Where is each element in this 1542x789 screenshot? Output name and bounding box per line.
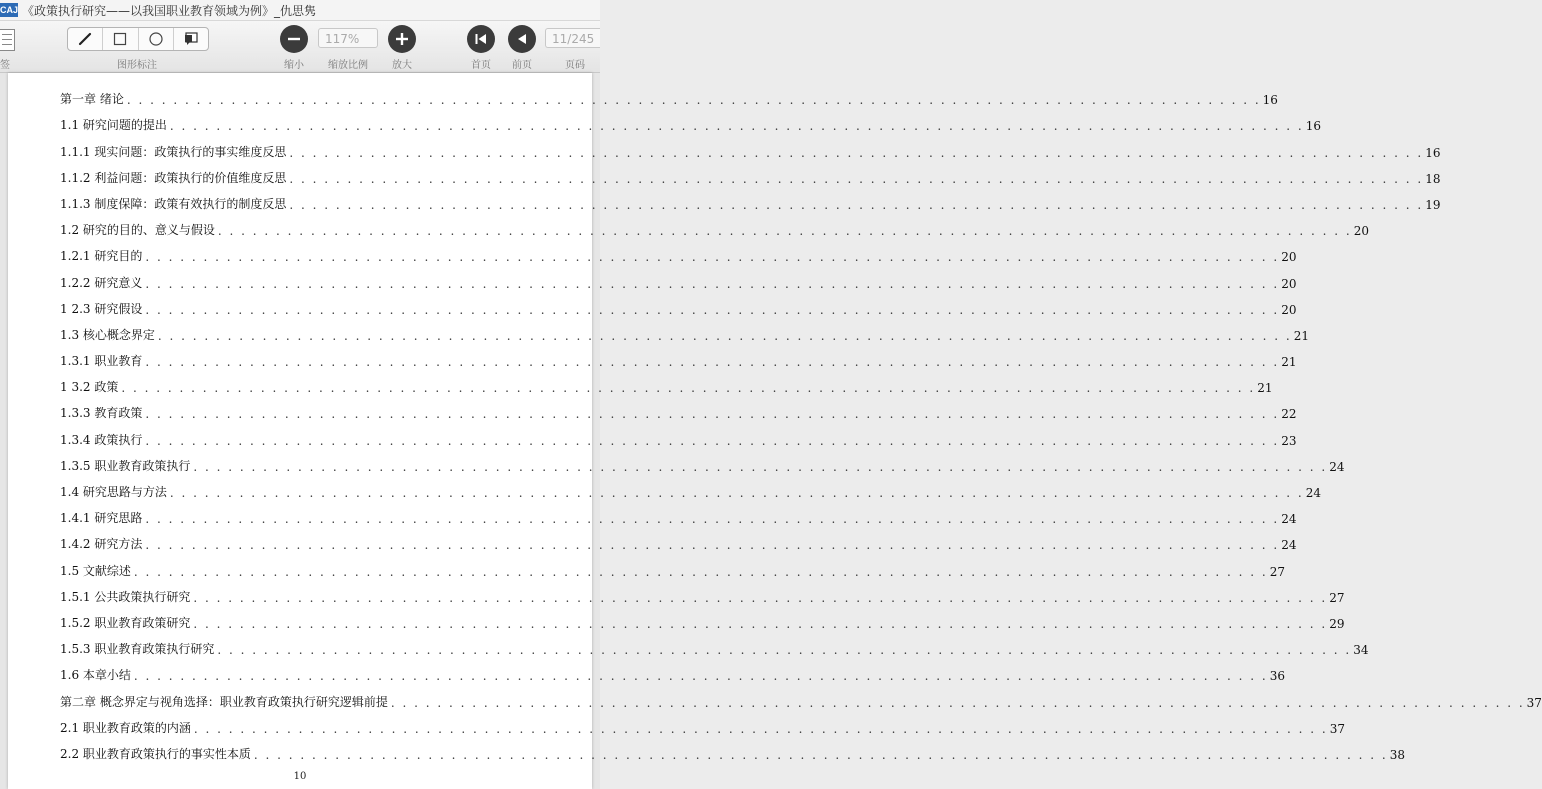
prev-page-button[interactable] [508, 25, 536, 53]
toolbar [0, 21, 600, 73]
table-of-contents [60, 81, 1542, 762]
toc-leader-dots: . . . . . . . . . . . . . . . . . . . . . . . . . . . . . . . . . . . . . . . . . . . . . . . . . . . . . . . . . . . . . . . . . . . . . . . . . . . . . . . . . . . . . . . . . . . . . . . . . . [169, 119, 1304, 134]
toc-leader-dots: . . . . . . . . . . . . . . . . . . . . . . . . . . . . . . . . . . . . . . . . . . . . . . . . . . . . . . . . . . . . . . . . . . . . . . . . . . . . . . . . . . . . . . . . . . . . . . . . . . [133, 564, 1268, 579]
app-icon: CAJ [0, 5, 19, 15]
toc-leader-dots: . . . . . . . . . . . . . . . . . . . . . . . . . . . . . . . . . . . . . . . . . . . . . . . . . . . . . . . . . . . . . . . . . . . . . . . . . . . . . . . . . . . . . . . . . . . . . . . . . . [289, 171, 1424, 186]
toc-entry-title: 1.3.3 教育政策 [60, 406, 143, 421]
toc-entry-page: 29 [1329, 616, 1345, 631]
toc-entry[interactable] [60, 631, 1369, 658]
toc-entry-page: 20 [1281, 302, 1297, 317]
toc-leader-dots: . . . . . . . . . . . . . . . . . . . . . . . . . . . . . . . . . . . . . . . . . . . . . . . . . . . . . . . . . . . . . . . . . . . . . . . . . . . . . . . . . . . . . . . . . . . . . . . . . . [121, 381, 1256, 396]
toc-entry-title: 1.4.2 研究方法 [60, 537, 143, 552]
toc-leader-dots: . . . . . . . . . . . . . . . . . . . . . . . . . . . . . . . . . . . . . . . . . . . . . . . . . . . . . . . . . . . . . . . . . . . . . . . . . . . . . . . . . . . . . . . . . . . . . . . . . . [133, 669, 1268, 684]
zoom-ratio-label: 缩放比例 [328, 60, 368, 71]
zoom-input[interactable]: 117% [318, 28, 378, 48]
toc-leader-dots: . . . . . . . . . . . . . . . . . . . . . . . . . . . . . . . . . . . . . . . . . . . . . . . . . . . . . . . . . . . . . . . . . . . . . . . . . . . . . . . . . . . . . . . . . . . . . . . . . . [145, 355, 1280, 370]
annotate-label: 图形标注 [117, 60, 157, 71]
toc-entry-title: 第一章 绪论 [60, 92, 124, 107]
zoom-in-button[interactable] [388, 25, 416, 53]
toc-leader-dots: . . . . . . . . . . . . . . . . . . . . . . . . . . . . . . . . . . . . . . . . . . . . . . . . . . . . . . . . . . . . . . . . . . . . . . . . . . . . . . . . . . . . . . . . . . . . . . . . . . [145, 302, 1280, 317]
toc-leader-dots: . . . . . . . . . . . . . . . . . . . . . . . . . . . . . . . . . . . . . . . . . . . . . . . . . . . . . . . . . . . . . . . . . . . . . . . . . . . . . . . . . . . . . . . . . . . . . . . . . . [145, 276, 1280, 291]
first-page-button[interactable] [467, 25, 495, 53]
toc-entry-title: 1 2.3 研究假设 [60, 301, 143, 316]
toc-entry[interactable] [60, 526, 1297, 553]
toc-leader-dots: . . . . . . . . . . . . . . . . . . . . . . . . . . . . . . . . . . . . . . . . . . . . . . . . . . . . . . . . . . . . . . . . . . . . . . . . . . . . . . . . . . . . . . . . . . . . . . . . . . [289, 145, 1424, 160]
toc-entry[interactable] [60, 107, 1322, 134]
toc-entry-title: 1.3.4 政策执行 [60, 432, 143, 447]
toc-entry[interactable] [60, 291, 1297, 317]
toc-entry-page: 37 [1329, 721, 1346, 736]
toc-entry-title: 1.5.2 职业教育政策研究 [60, 615, 191, 630]
plus-icon [395, 32, 409, 46]
toc-entry-title: 1.6 本章小结 [60, 668, 131, 683]
toc-entry-page: 27 [1269, 564, 1286, 579]
bookmark-icon[interactable] [0, 29, 15, 51]
toc-entry-title: 1.1.1 现实问题：政策执行的事实维度反思 [60, 144, 287, 159]
toc-entry[interactable] [60, 160, 1441, 186]
rectangle-icon[interactable] [103, 28, 138, 50]
toc-leader-dots: . . . . . . . . . . . . . . . . . . . . . . . . . . . . . . . . . . . . . . . . . . . . . . . . . . . . . . . . . . . . . . . . . . . . . . . . . . . . . . . . . . . . . . . . . . . . . . . . . . [193, 590, 1328, 605]
toc-entry[interactable] [60, 186, 1441, 212]
toc-entry-title: 1 3.2 政策 [60, 380, 119, 395]
title-bar [0, 0, 600, 21]
first-page-label: 首页 [471, 60, 491, 71]
toc-leader-dots: . . . . . . . . . . . . . . . . . . . . . . . . . . . . . . . . . . . . . . . . . . . . . . . . . . . . . . . . . . . . . . . . . . . . . . . . . . . . . . . . . . . . . . . . . . . . . . . . . . [169, 486, 1304, 500]
bookmark-label: 签 [0, 60, 10, 71]
toc-entry-title: 1.3.1 职业教育 [60, 354, 143, 369]
circle-icon[interactable] [139, 28, 174, 50]
toc-entry-page: 21 [1293, 328, 1310, 343]
toc-entry-page: 27 [1329, 590, 1345, 605]
zoom-out-button[interactable] [280, 25, 308, 53]
toc-leader-dots: . . . . . . . . . . . . . . . . . . . . . . . . . . . . . . . . . . . . . . . . . . . . . . . . . . . . . . . . . . . . . . . . . . . . . . . . . . . . . . . . . . . . . . . . . . . . . . . . . . [289, 197, 1424, 212]
toc-entry-page: 21 [1257, 381, 1273, 396]
note-icon[interactable] [174, 28, 208, 50]
toc-entry-page: 24 [1305, 486, 1322, 500]
toc-entry-page: 24 [1281, 538, 1297, 553]
toc-entry-title: 1.1.2 利益问题：政策执行的价值维度反思 [60, 170, 287, 185]
toc-entry-page: 37 [1526, 695, 1542, 710]
toc-leader-dots: . . . . . . . . . . . . . . . . . . . . . . . . . . . . . . . . . . . . . . . . . . . . . . . . . . . . . . . . . . . . . . . . . . . . . . . . . . . . . . . . . . . . . . . . . . . . . . . . . . [145, 538, 1280, 553]
annotation-tools [67, 27, 209, 51]
toc-entry[interactable] [60, 212, 1370, 239]
toc-leader-dots: . . . . . . . . . . . . . . . . . . . . . . . . . . . . . . . . . . . . . . . . . . . . . . . . . . . . . . . . . . . . . . . . . . . . . . . . . . . . . . . . . . . . . . . . . . . . . . . . . . [253, 747, 1388, 762]
toc-entry-title: 第二章 概念界定与视角选择：职业教育政策执行研究逻辑前提 [60, 694, 388, 709]
toc-entry-title: 1.5 文献综述 [60, 563, 131, 578]
toc-leader-dots: . . . . . . . . . . . . . . . . . . . . . . . . . . . . . . . . . . . . . . . . . . . . . . . . . . . . . . . . . . . . . . . . . . . . . . . . . . . . . . . . . . . . . . . . . . . . . . . . . . [145, 250, 1280, 265]
toc-entry-title: 1.1 研究问题的提出 [60, 118, 167, 133]
toc-leader-dots: . . . . . . . . . . . . . . . . . . . . . . . . . . . . . . . . . . . . . . . . . . . . . . . . . . . . . . . . . . . . . . . . . . . . . . . . . . . . . . . . . . . . . . . . . . . . . . . . . . [145, 407, 1280, 422]
toc-entry-page: 20 [1281, 250, 1297, 265]
toc-entry-page: 16 [1305, 119, 1322, 134]
toc-leader-dots: . . . . . . . . . . . . . . . . . . . . . . . . . . . . . . . . . . . . . . . . . . . . . . . . . . . . . . . . . . . . . . . . . . . . . . . . . . . . . . . . . . . . . . . . . . . . . . . . . . [193, 721, 1328, 736]
toc-entry[interactable] [60, 579, 1345, 605]
document-title: 《政策执行研究——以我国职业教育领域为例》_仇思隽 [22, 3, 317, 18]
toc-entry-page: 20 [1353, 224, 1370, 239]
toc-entry[interactable] [60, 421, 1297, 448]
toc-entry-title: 1.3.5 职业教育政策执行 [60, 458, 191, 473]
first-page-icon [473, 31, 489, 47]
toc-entry-page: 18 [1425, 171, 1441, 186]
page-label: 页码 [565, 60, 585, 71]
zoom-in-label: 放大 [392, 60, 412, 71]
toc-entry-title: 2.2 职业教育政策执行的事实性本质 [60, 746, 251, 761]
toc-entry-title: 1.5.1 公共政策执行研究 [60, 589, 191, 604]
toc-entry-title: 1.3 核心概念界定 [60, 327, 155, 342]
toc-entry-title: 1.4.1 研究思路 [60, 511, 143, 526]
pen-icon[interactable] [68, 28, 103, 50]
toc-entry-title: 1.2.2 研究意义 [60, 275, 143, 290]
toc-entry[interactable] [60, 657, 1286, 684]
toc-entry[interactable] [60, 317, 1310, 343]
prev-page-icon [514, 31, 530, 47]
toc-entry-page: 34 [1353, 643, 1369, 658]
toc-entry[interactable] [60, 552, 1286, 579]
toc-entry-page: 16 [1262, 93, 1278, 108]
toc-entry-page: 20 [1281, 276, 1297, 291]
toc-entry[interactable] [60, 369, 1273, 396]
toc-leader-dots: . . . . . . . . . . . . . . . . . . . . . . . . . . . . . . . . . . . . . . . . . . . . . . . . . . . . . . . . . . . . . . . . . . . . . . . . . . . . . . . . . . . . . . . . . . . . . . . . . . [145, 512, 1280, 527]
toc-entry-page: 16 [1425, 145, 1441, 160]
toc-entry-title: 2.1 职业教育政策的内涵 [60, 720, 191, 735]
toc-entry[interactable] [60, 736, 1406, 762]
toc-entry-title: 1.5.3 职业教育政策执行研究 [60, 642, 215, 657]
toc-entry[interactable] [60, 81, 1278, 108]
toc-leader-dots: . . . . . . . . . . . . . . . . . . . . . . . . . . . . . . . . . . . . . . . . . . . . . . . . . . . . . . . . . . . . . . . . . . . . . . . . . . . . . . . . . . . . . . . . . . . . . . . . . . [145, 433, 1280, 448]
toc-leader-dots: . . . . . . . . . . . . . . . . . . . . . . . . . . . . . . . . . . . . . . . . . . . . . . . . . . . . . . . . . . . . . . . . . . . . . . . . . . . . . . . . . . . . . . . . . . . . . . . . . . [193, 459, 1328, 474]
toc-entry[interactable] [60, 343, 1297, 370]
page-input[interactable]: 11/245 [545, 28, 600, 48]
toc-entry-page: 24 [1329, 459, 1345, 474]
toc-entry[interactable] [60, 710, 1346, 736]
zoom-out-label: 缩小 [284, 60, 304, 71]
toc-entry-page: 19 [1425, 197, 1441, 212]
toc-entry-title: 1.1.3 制度保障：政策有效执行的制度反思 [60, 196, 287, 211]
toc-entry-page: 21 [1281, 355, 1297, 370]
toc-entry[interactable] [60, 264, 1297, 291]
toc-entry[interactable] [60, 238, 1297, 265]
toc-entry-page: 22 [1281, 407, 1297, 422]
document-viewport[interactable] [0, 73, 1542, 789]
toc-entry[interactable] [60, 605, 1345, 631]
toc-leader-dots: . . . . . . . . . . . . . . . . . . . . . . . . . . . . . . . . . . . . . . . . . . . . . . . . . . . . . . . . . . . . . . . . . . . . . . . . . . . . . . . . . . . . . . . . . . . . . . . . . . [217, 224, 1352, 239]
toc-entry[interactable] [60, 500, 1297, 527]
toc-entry[interactable] [60, 395, 1297, 422]
document-page [8, 73, 1542, 789]
toc-leader-dots: . . . . . . . . . . . . . . . . . . . . . . . . . . . . . . . . . . . . . . . . . . . . . . . . . . . . . . . . . . . . . . . . . . . . . . . . . . . . . . . . . . . . . . . . . . . . . . . . . . [193, 616, 1328, 631]
toc-entry-page: 24 [1281, 512, 1297, 527]
toc-leader-dots: . . . . . . . . . . . . . . . . . . . . . . . . . . . . . . . . . . . . . . . . . . . . . . . . . . . . . . . . . . . . . . . . . . . . . . . . . . . . . . . . . . . . . . . . . . . . . . . . . . [126, 93, 1261, 108]
prev-page-label: 前页 [512, 60, 532, 71]
toc-leader-dots: . . . . . . . . . . . . . . . . . . . . . . . . . . . . . . . . . . . . . . . . . . . . . . . . . . . . . . . . . . . . . . . . . . . . . . . . . . . . . . . . . . . . . . . . . . . . . . . . . . [390, 695, 1525, 710]
toc-leader-dots: . . . . . . . . . . . . . . . . . . . . . . . . . . . . . . . . . . . . . . . . . . . . . . . . . . . . . . . . . . . . . . . . . . . . . . . . . . . . . . . . . . . . . . . . . . . . . . . . . . [217, 643, 1352, 658]
page-number: 10 [293, 771, 307, 782]
toc-leader-dots: . . . . . . . . . . . . . . . . . . . . . . . . . . . . . . . . . . . . . . . . . . . . . . . . . . . . . . . . . . . . . . . . . . . . . . . . . . . . . . . . . . . . . . . . . . . . . . . . . . [157, 328, 1292, 343]
toc-entry-page: 38 [1389, 747, 1406, 762]
toc-entry[interactable] [60, 683, 1542, 710]
toc-entry-page: 23 [1281, 433, 1297, 448]
toc-entry[interactable] [60, 133, 1441, 160]
toc-entry[interactable] [60, 448, 1345, 474]
toc-entry-title: 1.2.1 研究目的 [60, 249, 143, 264]
minus-icon [287, 32, 301, 46]
toc-entry-title: 1.4 研究思路与方法 [60, 485, 167, 499]
toc-entry-page: 36 [1269, 669, 1286, 684]
toc-entry[interactable] [60, 474, 1322, 500]
toc-entry-title: 1.2 研究的目的、意义与假设 [60, 223, 215, 238]
